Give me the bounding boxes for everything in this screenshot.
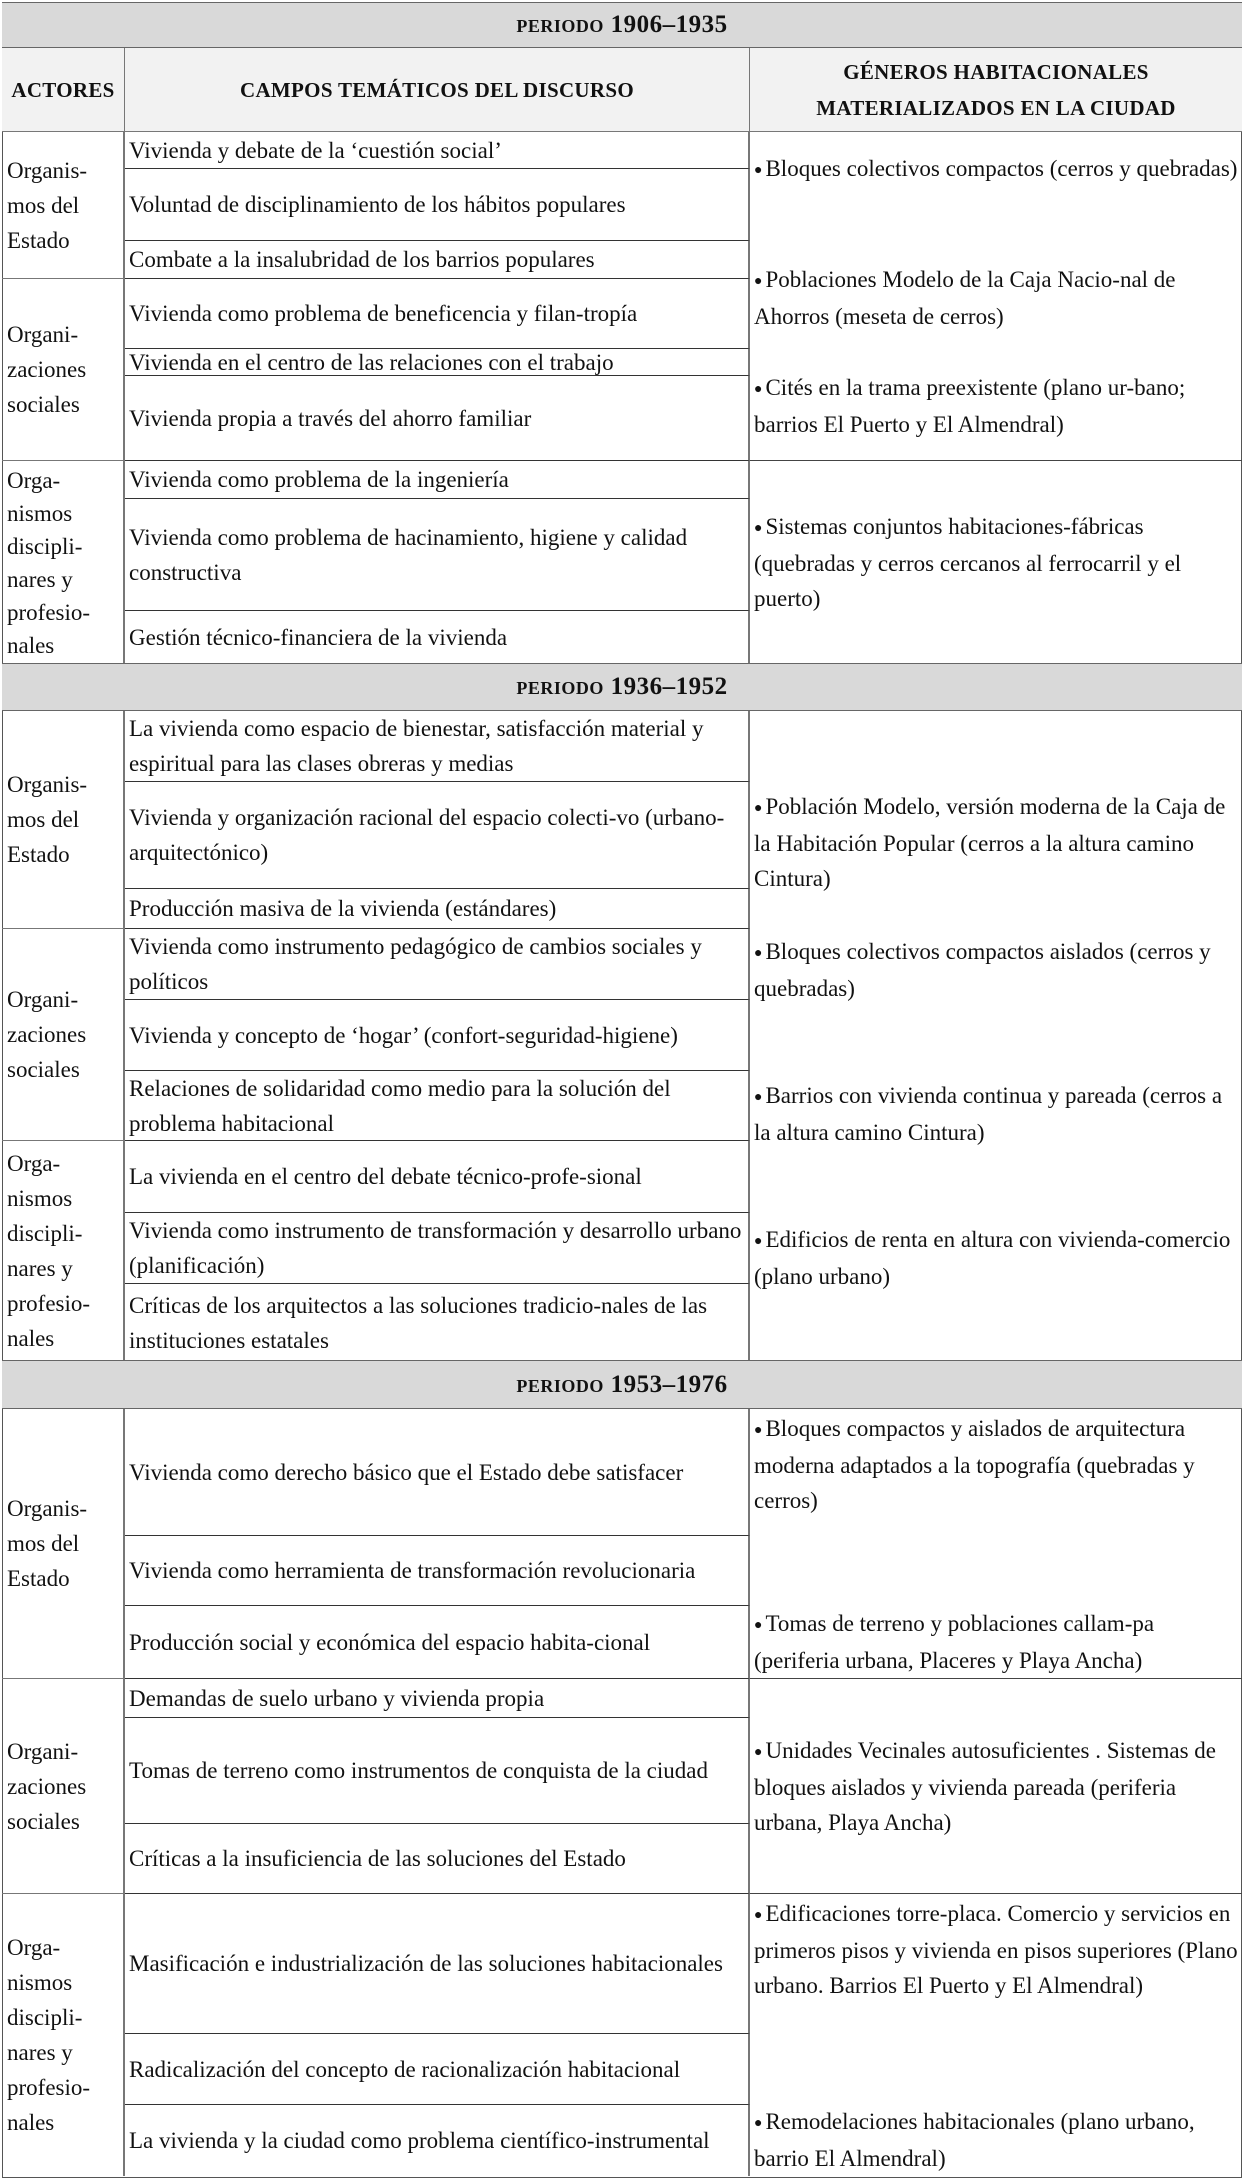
campo-text: Vivienda y debate de la ‘cuestión social’ xyxy=(129,137,502,163)
campo-text: Vivienda propia a través del ahorro familiar xyxy=(129,405,532,431)
campo-cell xyxy=(125,499,750,611)
campo-text: Críticas de los arquitectos a las soluciones tradicio-nales de las instituciones estatales xyxy=(129,1292,708,1353)
bullet-icon: ● xyxy=(754,1908,763,1923)
actor-line: nales xyxy=(7,2110,55,2135)
actor-line: nares y xyxy=(7,566,73,592)
actor-line: nismos xyxy=(7,500,73,526)
bullet-icon: ● xyxy=(754,273,763,289)
actor-cell xyxy=(2,279,125,461)
bullet-icon: ● xyxy=(754,381,763,397)
bullet-icon: ● xyxy=(754,1744,763,1760)
actor-line: nales xyxy=(7,632,55,658)
genero-item xyxy=(754,1606,1238,1678)
campo-text: Producción masiva de la vivienda (estándares) xyxy=(129,896,557,921)
genero-text: Bloques colectivos compactos aislados (cerros y quebradas) xyxy=(754,939,1211,1001)
campo-cell xyxy=(125,929,750,1000)
column-header-campos xyxy=(125,48,750,132)
actor-line: Organi- xyxy=(7,987,79,1012)
campo-cell xyxy=(125,349,750,376)
campo-cell xyxy=(125,889,750,929)
campo-text: Vivienda y organización racional del espacio colecti-vo (urbano-arquitectónico) xyxy=(129,805,725,865)
actor-line: sociales xyxy=(7,1808,80,1834)
period-band-1906-1935 xyxy=(2,2,1242,48)
campo-cell xyxy=(125,711,750,782)
actor-line: Estado xyxy=(7,1566,70,1591)
campo-text: La vivienda y la ciudad como problema científico-instrumental xyxy=(129,2128,710,2153)
actor-line: Orga- xyxy=(7,1151,61,1176)
actor-cell xyxy=(2,711,125,929)
bullet-icon: ● xyxy=(754,521,763,536)
actor-line: mos del xyxy=(7,192,80,218)
actor-line: sociales xyxy=(7,1057,80,1082)
campo-text: Masificación e industrialización de las soluciones habitacionales xyxy=(129,1951,723,1976)
period-title: periodo 1936–1952 xyxy=(516,673,728,700)
actor-line: Estado xyxy=(7,842,70,867)
campo-cell xyxy=(125,2034,750,2105)
campo-cell xyxy=(125,132,750,169)
campo-text: Vivienda y concepto de ‘hogar’ (confort-seguridad-higiene) xyxy=(129,1022,678,1048)
campo-cell xyxy=(125,279,750,349)
genero-item xyxy=(754,262,1238,334)
genero-item xyxy=(754,2104,1238,2176)
campo-text: Vivienda como instrumento pedagógico de cambios sociales y políticos xyxy=(129,934,702,994)
genero-text: Poblaciones Modelo de la Caja Nacio-nal de Ahorros (meseta de cerros) xyxy=(754,266,1176,329)
actor-cell xyxy=(2,929,125,1141)
actor-line: Estado xyxy=(7,227,70,253)
campo-text: Combate a la insalubridad de los barrios populares xyxy=(129,247,595,272)
campo-text: Vivienda en el centro de las relaciones con el trabajo xyxy=(129,349,614,375)
campo-text: La vivienda como espacio de bienestar, satisfacción material y espiritual para las clases obreras y medias xyxy=(129,716,704,776)
bullet-icon: ● xyxy=(754,1618,763,1633)
actor-line: zaciones xyxy=(7,357,87,382)
column-header-actores xyxy=(2,48,125,132)
genero-text: Población Modelo, versión moderna de la Caja de la Habitación Popular (cerros a la altura camino Cintura) xyxy=(754,794,1226,891)
period-title: periodo 1906–1935 xyxy=(516,11,728,38)
campo-text: Vivienda como derecho básico que el Estado debe satisfacer xyxy=(129,1459,684,1485)
genero-item xyxy=(754,151,1238,188)
actor-cell xyxy=(2,1141,125,1361)
genero-item xyxy=(754,1896,1238,2003)
campo-cell xyxy=(125,1606,750,1679)
campo-cell xyxy=(125,1718,750,1824)
actor-line: Organi- xyxy=(7,322,79,347)
column-header-label: CAMPOS TEMÁTICOS DEL DISCURSO xyxy=(240,77,634,102)
campo-cell xyxy=(125,1536,750,1606)
genero-item xyxy=(754,1222,1238,1294)
genero-cell xyxy=(750,461,1242,664)
column-header-label: ACTORES xyxy=(11,77,115,102)
campo-text: Vivienda como problema de beneficencia y filan-tropía xyxy=(129,301,638,326)
actor-cell xyxy=(2,1409,125,1679)
genero-item xyxy=(754,370,1238,442)
bullet-icon: ● xyxy=(754,162,763,178)
campo-text: Gestión técnico-financiera de la vivienda xyxy=(129,625,508,650)
campo-text: Relaciones de solidaridad como medio para la solución del problema habitacional xyxy=(129,1075,671,1136)
campo-cell xyxy=(125,1284,750,1361)
period-band-1936-1952 xyxy=(2,663,1242,711)
campo-cell xyxy=(125,1071,750,1141)
genero-cell xyxy=(750,132,1242,461)
campo-cell xyxy=(125,1824,750,1894)
genero-item xyxy=(754,1078,1238,1150)
actor-cell xyxy=(2,461,125,664)
genero-text: Barrios con vivienda continua y pareada (cerros a la altura camino Cintura) xyxy=(754,1083,1223,1145)
actor-line: Organis- xyxy=(7,1496,88,1521)
campo-text: Radicalización del concepto de racionalización habitacional xyxy=(129,2056,681,2082)
campo-cell xyxy=(125,611,750,664)
column-header-label: MATERIALIZADOS EN LA CIUDAD xyxy=(816,95,1176,120)
period-band-1953-1976 xyxy=(2,1360,1242,1409)
actor-line: profesio- xyxy=(7,599,91,625)
campo-text: Vivienda como herramienta de transformación revolucionaria xyxy=(129,1558,696,1583)
bullet-icon: ● xyxy=(754,1090,763,1105)
actor-line: discipli- xyxy=(7,2005,83,2030)
actor-line: profesio- xyxy=(7,1291,91,1316)
campo-cell xyxy=(125,782,750,889)
campo-text: Vivienda como problema de hacinamiento, higiene y calidad constructiva xyxy=(129,524,688,585)
genero-cell xyxy=(750,1679,1242,1894)
campo-text: Críticas a la insuficiencia de las soluciones del Estado xyxy=(129,1846,626,1871)
actor-line: Organis- xyxy=(7,157,88,183)
actor-line: Organi- xyxy=(7,1738,79,1764)
actor-line: zaciones xyxy=(7,1773,87,1799)
campo-text: La vivienda en el centro del debate técnico-profe-sional xyxy=(129,1164,642,1189)
actor-line: sociales xyxy=(7,392,80,417)
genero-text: Bloques compactos y aislados de arquitectura moderna adaptados a la topografía (quebradas y cerros) xyxy=(754,1416,1195,1513)
genero-text: Cités en la trama preexistente (plano ur-bano; barrios El Puerto y El Almendral) xyxy=(754,374,1186,437)
genero-text: Sistemas conjuntos habitaciones-fábricas (quebradas y cerros cercanos al ferrocarril y el puerto) xyxy=(754,514,1182,611)
campo-cell xyxy=(125,1141,750,1213)
genero-item xyxy=(754,934,1238,1006)
genero-item xyxy=(754,1411,1238,1518)
bullet-icon: ● xyxy=(754,946,763,961)
actor-cell xyxy=(2,1679,125,1894)
genero-text: Edificios de renta en altura con vivienda-comercio (plano urbano) xyxy=(754,1227,1231,1289)
genero-text: Tomas de terreno y poblaciones callam-pa (periferia urbana, Placeres y Playa Ancha) xyxy=(754,1611,1155,1673)
actor-line: nismos xyxy=(7,1186,73,1211)
campo-text: Tomas de terreno como instrumentos de conquista de la ciudad xyxy=(129,1758,708,1783)
campo-cell xyxy=(125,1213,750,1284)
actor-line: mos del xyxy=(7,807,80,832)
campo-text: Voluntad de disciplinamiento de los hábitos populares xyxy=(129,192,626,217)
genero-text: Edificaciones torre-placa. Comercio y servicios en primeros pisos y vivienda en pisos superiores (Plano urbano. Barrios El Puerto y El Almendral) xyxy=(754,1901,1238,1998)
genero-item xyxy=(754,789,1238,896)
campo-cell xyxy=(125,1409,750,1536)
bullet-icon: ● xyxy=(754,1234,763,1249)
actor-cell xyxy=(2,1894,125,2176)
actor-line: zaciones xyxy=(7,1022,87,1047)
period-title: periodo 1953–1976 xyxy=(516,1370,728,1398)
campo-text: Vivienda como problema de la ingeniería xyxy=(129,467,509,492)
campo-cell xyxy=(125,241,750,279)
actor-line: profesio- xyxy=(7,2075,91,2100)
campo-cell xyxy=(125,1000,750,1071)
column-header-generos xyxy=(750,48,1242,132)
genero-text: Unidades Vecinales autosuficientes . Sistemas de bloques aislados y vivienda pareada (periferia urbana, Playa Ancha) xyxy=(754,1737,1216,1835)
campo-cell xyxy=(125,2105,750,2176)
bullet-icon: ● xyxy=(754,801,763,816)
genero-text: Bloques colectivos compactos (cerros y quebradas) xyxy=(765,155,1238,181)
bullet-icon: ● xyxy=(754,1423,763,1438)
campo-text: Vivienda como instrumento de transformación y desarrollo urbano (planificación) xyxy=(129,1218,742,1278)
actor-line: nales xyxy=(7,1326,55,1351)
campo-text: Producción social y económica del espacio habita-cional xyxy=(129,1629,651,1655)
genero-item xyxy=(754,1733,1238,1840)
bullet-icon: ● xyxy=(754,2116,763,2131)
actor-line: Orga- xyxy=(7,467,61,493)
campo-cell xyxy=(125,461,750,499)
column-header-label: GÉNEROS HABITACIONALES xyxy=(843,59,1149,84)
actor-line: nares y xyxy=(7,2040,73,2065)
actor-line: nismos xyxy=(7,1970,73,1995)
campo-cell xyxy=(125,1679,750,1718)
genero-item xyxy=(754,509,1238,616)
genero-cell xyxy=(750,1409,1242,1679)
actor-line: mos del xyxy=(7,1531,80,1556)
genero-text: Remodelaciones habitacionales (plano urbano, barrio El Almendral) xyxy=(754,2109,1195,2171)
genero-cell xyxy=(750,1894,1242,2176)
campo-cell xyxy=(125,169,750,241)
campo-cell xyxy=(125,376,750,461)
actor-line: Organis- xyxy=(7,772,88,797)
actor-cell xyxy=(2,132,125,279)
actor-line: nares y xyxy=(7,1256,73,1281)
campo-text: Demandas de suelo urbano y vivienda propia xyxy=(129,1685,545,1711)
campo-cell xyxy=(125,1894,750,2034)
actor-line: discipli- xyxy=(7,533,83,559)
actor-line: Orga- xyxy=(7,1935,61,1960)
actor-line: discipli- xyxy=(7,1221,83,1246)
genero-cell xyxy=(750,711,1242,1361)
